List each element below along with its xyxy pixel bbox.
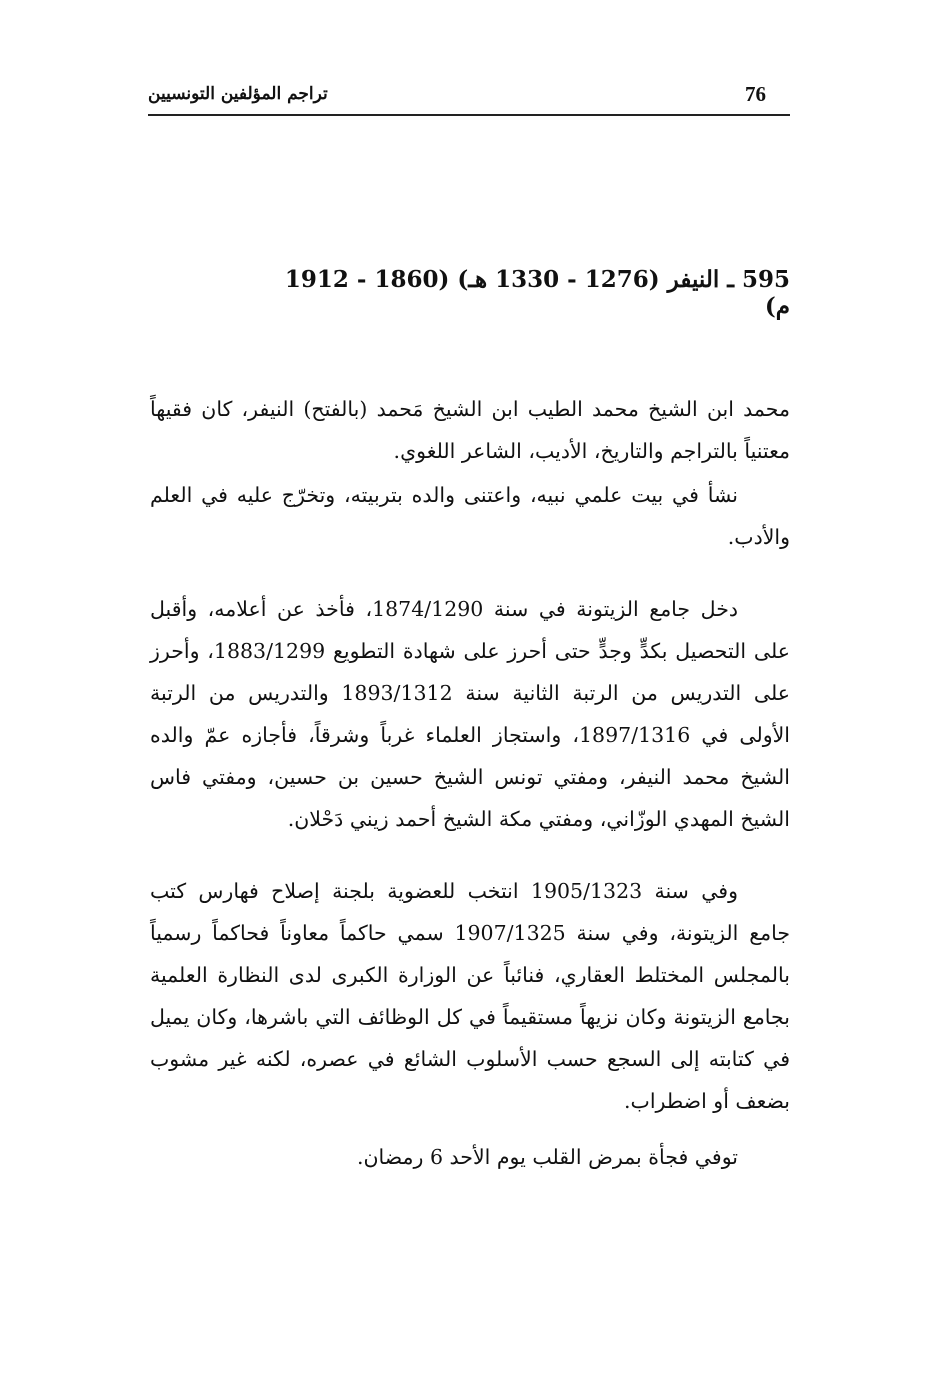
running-title: تراجم المؤلفين التونسيين [148, 84, 328, 104]
paragraph-career: وفي سنة 1905/1323 انتخب للعضوية بلجنة إصلاح فهارس كتب جامع الزيتونة، وفي سنة 1907/1325 سمي حاكماً معاوناً فحاكماً رسمياً بالمجلس المختلط العقاري، فنائباً عن الوزارة الكبرى لدى النظارة العلمية بجامع الزيتونة وكان نزيهاً مستقيماً في كل الوظائف التي باشرها، وكان يميل في كتابته إلى السجع حسب الأسلوب الشائع في عصره، لكنه غير مشوب بضعف أو اضطراب. [150, 879, 791, 1113]
entry-title: 595 ـ النيفر (1276 - 1330 هـ) (1860 - 1912 م) [284, 266, 790, 320]
entry-body [150, 388, 790, 1178]
running-header [148, 80, 790, 116]
paragraph-identity: محمد ابن الشيخ محمد الطيب ابن الشيخ مَحمد (بالفتح) النيفر، كان فقيهاً معتنياً بالتراجم والتاريخ، الأديب، الشاعر اللغوي. [150, 397, 790, 463]
paragraph-death: توفي فجأة بمرض القلب يوم الأحد 6 رمضان. [356, 1145, 738, 1169]
paragraph-education: دخل جامع الزيتونة في سنة 1874/1290، فأخذ عن أعلامه، وأقبل على التحصيل بكدٍّ وجدٍّ حتى أحرز على شهادة التطويع 1883/1299، وأحرز على التدريس من الرتبة الثانية سنة 1893/1312 والتدريس من الرتبة الأولى في 1897/1316، واستجاز العلماء غرباً وشرقاً، فأجازه عمّ والده الشيخ محمد النيفر، ومفتي تونس الشيخ حسين بن حسين، ومفتي فاس الشيخ المهدي الوزّاني، ومفتي مكة الشيخ أحمد زيني دَحْلان. [150, 597, 790, 831]
page-number: 76 [745, 82, 766, 106]
paragraph-upbringing: نشأ في بيت علمي نبيه، واعتنى والده بتربيته، وتخرّج عليه في العلم والأدب. [150, 483, 790, 549]
